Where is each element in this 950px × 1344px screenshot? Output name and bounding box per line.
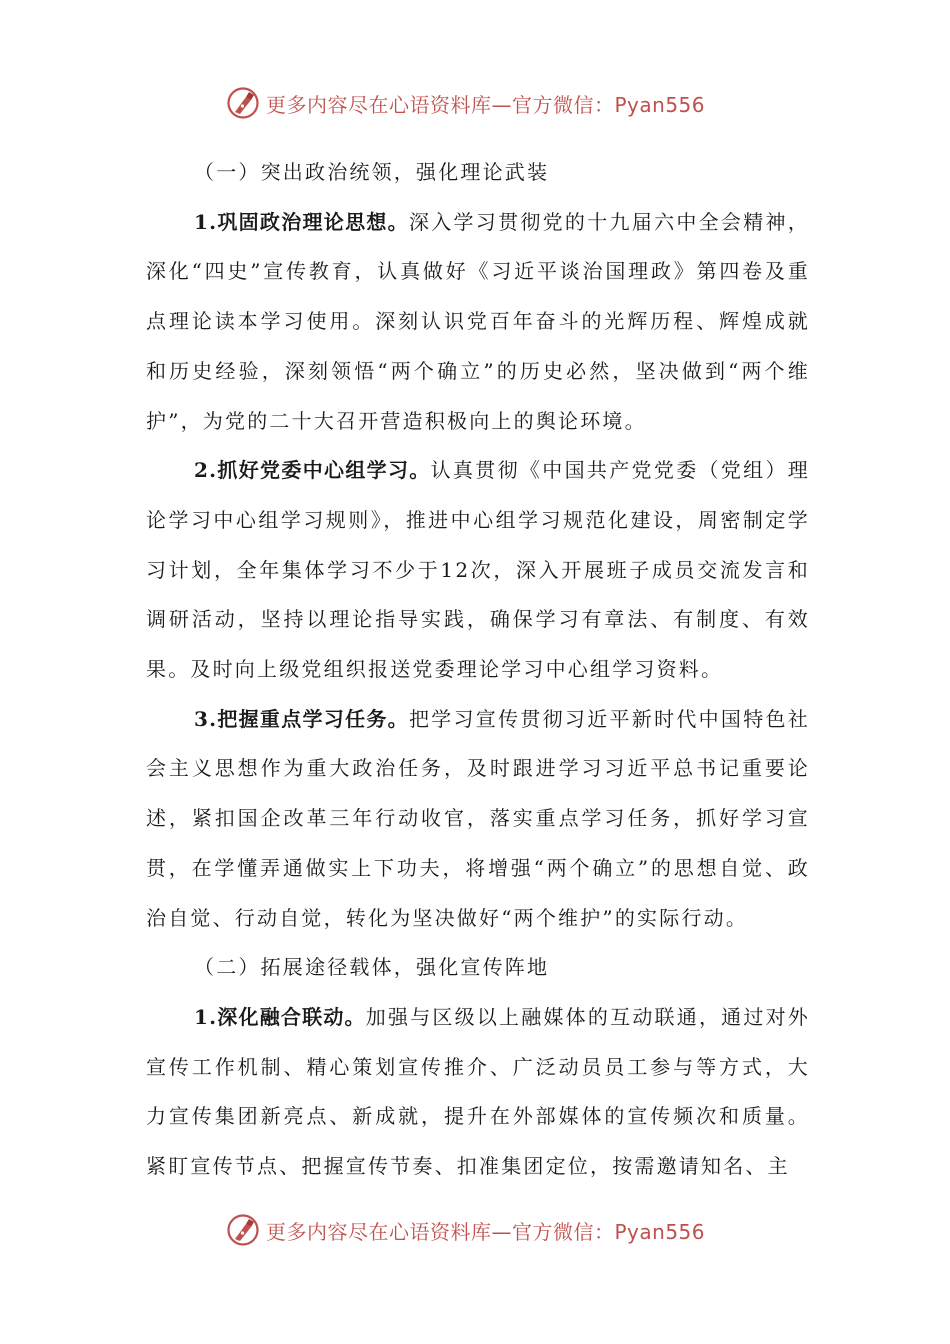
- watermark-text: 更多内容尽在心语资料库—官方微信：Pyan556: [266, 92, 706, 117]
- paragraph-1-1: [146, 198, 810, 447]
- paragraph-body: 加强与区级以上融媒体的互动联通，通过对外宣传工作机制、精心策划宣传推介、广泛动员员工参与等方式，大力宣传集团新亮点、新成就，提升在外部媒体的宣传频次和质量。紧盯宣传节点、把握宣传节奏、扣准集团定位，按需邀请知名、主: [146, 1004, 811, 1179]
- paragraph-lead: 2.抓好党委中心组学习。: [194, 458, 431, 483]
- section-heading-2: （二）拓展途径载体，强化宣传阵地: [194, 955, 550, 980]
- paragraph-lead: 1.深化融合联动。: [194, 1004, 366, 1029]
- pen-nib-logo-icon: [226, 86, 260, 120]
- paragraph-lead: 3.把握重点学习任务。: [194, 706, 409, 731]
- pen-nib-logo-icon: [226, 1213, 260, 1247]
- watermark-text: 更多内容尽在心语资料库—官方微信：Pyan556: [266, 1219, 706, 1244]
- section-heading-1: （一）突出政治统领，强化理论武装: [194, 160, 550, 184]
- paragraph-1-3: [146, 695, 810, 944]
- document-body: [146, 148, 810, 1192]
- paragraph-2-1: [146, 993, 810, 1192]
- paragraph-lead: 1.巩固政治理论思想。: [194, 209, 409, 234]
- watermark-top: [226, 86, 705, 120]
- paragraph-body: 把学习宣传贯彻习近平新时代中国特色社会主义思想作为重大政治任务，及时跟进学习习近平总书记重要论述，紧扣国企改革三年行动收官，落实重点学习任务，抓好学习宣贯，在学懂弄通做实上下功夫，将增强“两个确立”的思想自觉、政治自觉、行动自觉，转化为坚决做好“两个维护”的实际行动。: [146, 706, 810, 930]
- paragraph-body: 深入学习贯彻党的十九届六中全会精神，深化“四史”宣传教育，认真做好《习近平谈治国理政》第四卷及重点理论读本学习使用。深刻认识党百年奋斗的光辉历程、辉煌成就和历史经验，深刻领悟“两个确立”的历史必然，坚决做到“两个维护”，为党的二十大召开营造积极向上的舆论环境。: [146, 209, 810, 433]
- paragraph-1-2: [146, 446, 810, 695]
- paragraph-body: 认真贯彻《中国共产党党委（党组）理论学习中心组学习规则》，推进中心组学习规范化建设，周密制定学习计划，全年集体学习不少于12次，深入开展班子成员交流发言和调研活动，坚持以理论指导实践，确保学习有章法、有制度、有效果。及时向上级党组织报送党委理论学习中心组学习资料。: [146, 458, 811, 682]
- watermark-bottom: [226, 1213, 705, 1247]
